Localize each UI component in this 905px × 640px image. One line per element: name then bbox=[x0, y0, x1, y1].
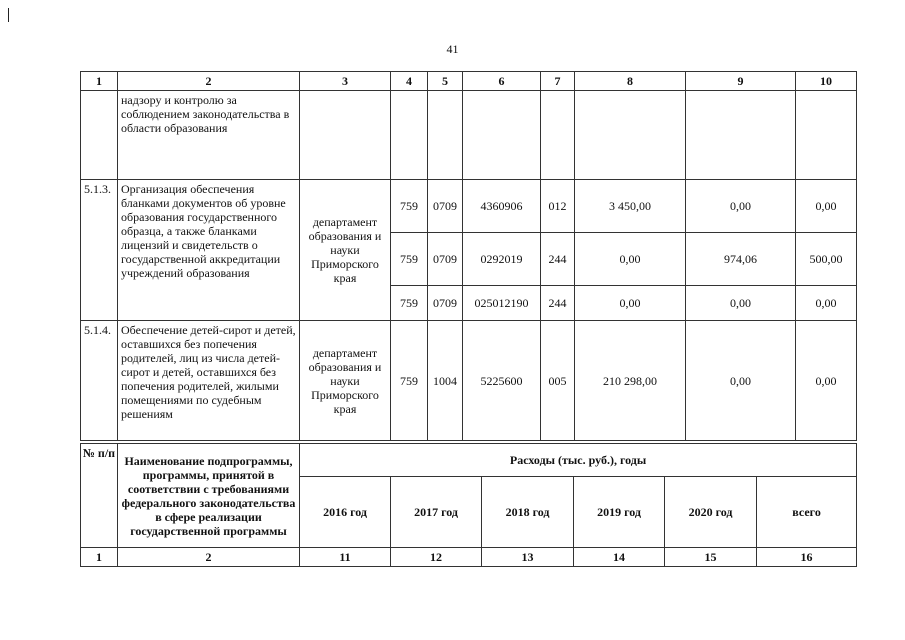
amount-cell: 974,06 bbox=[686, 233, 796, 286]
amount-cell: 0,00 bbox=[796, 180, 857, 233]
amount-cell: 500,00 bbox=[796, 233, 857, 286]
department-cell: департамент образования и науки Приморского края bbox=[300, 321, 391, 441]
table-row bbox=[81, 321, 857, 441]
amount-cell: 210 298,00 bbox=[575, 321, 686, 441]
row-number-cell: 5.1.3. bbox=[81, 180, 118, 321]
amount-cell: 0,00 bbox=[575, 286, 686, 321]
code-cell: 0292019 bbox=[463, 233, 541, 286]
code-cell: 759 bbox=[391, 286, 428, 321]
row-name-cell: надзору и контролю за соблюдением законодательства в области образования bbox=[118, 91, 300, 180]
header-cell: 4 bbox=[391, 72, 428, 91]
empty-cell bbox=[796, 91, 857, 180]
code-cell: 244 bbox=[541, 233, 575, 286]
table-row bbox=[81, 91, 857, 180]
year-header-cell: 2018 год bbox=[482, 477, 574, 548]
amount-cell: 0,00 bbox=[686, 321, 796, 441]
group-header-row bbox=[81, 444, 857, 477]
code-cell: 012 bbox=[541, 180, 575, 233]
row-number-cell bbox=[81, 91, 118, 180]
header-cell: 16 bbox=[757, 548, 857, 567]
year-header-cell: 2017 год bbox=[391, 477, 482, 548]
header-cell: 1 bbox=[81, 548, 118, 567]
empty-cell bbox=[300, 91, 391, 180]
column-number-row bbox=[81, 72, 857, 91]
column-number-row bbox=[81, 548, 857, 567]
empty-cell bbox=[686, 91, 796, 180]
year-header-cell: 2016 год bbox=[300, 477, 391, 548]
amount-cell: 3 450,00 bbox=[575, 180, 686, 233]
amount-cell: 0,00 bbox=[686, 180, 796, 233]
amount-cell: 0,00 bbox=[575, 233, 686, 286]
header-cell: 2 bbox=[118, 72, 300, 91]
code-cell: 025012190 bbox=[463, 286, 541, 321]
year-header-cell: 2019 год bbox=[574, 477, 665, 548]
code-cell: 5225600 bbox=[463, 321, 541, 441]
header-cell: 9 bbox=[686, 72, 796, 91]
header-cell: 7 bbox=[541, 72, 575, 91]
code-cell: 244 bbox=[541, 286, 575, 321]
empty-cell bbox=[428, 91, 463, 180]
amount-cell: 0,00 bbox=[796, 321, 857, 441]
table-row bbox=[81, 180, 857, 233]
program-name-header-cell: Наименование подпрограммы, программы, принятой в соответствии с требованиями федерального законодательства в сфере реализации государственной программы bbox=[118, 444, 300, 548]
empty-cell bbox=[391, 91, 428, 180]
code-cell: 4360906 bbox=[463, 180, 541, 233]
header-cell: 5 bbox=[428, 72, 463, 91]
header-cell: 2 bbox=[118, 548, 300, 567]
code-cell: 005 bbox=[541, 321, 575, 441]
index-header-cell: № п/п bbox=[81, 444, 118, 548]
expenses-group-header: Расходы (тыс. руб.), годы bbox=[300, 444, 857, 477]
year-header-cell: 2020 год bbox=[665, 477, 757, 548]
expenses-header-table bbox=[80, 443, 857, 567]
header-cell: 15 bbox=[665, 548, 757, 567]
page-number: 41 bbox=[446, 42, 459, 56]
row-number-cell: 5.1.4. bbox=[81, 321, 118, 441]
amount-cell: 0,00 bbox=[686, 286, 796, 321]
code-cell: 0709 bbox=[428, 180, 463, 233]
code-cell: 0709 bbox=[428, 233, 463, 286]
budget-table bbox=[80, 71, 857, 441]
empty-cell bbox=[463, 91, 541, 180]
header-cell: 14 bbox=[574, 548, 665, 567]
header-cell: 6 bbox=[463, 72, 541, 91]
empty-cell bbox=[541, 91, 575, 180]
code-cell: 759 bbox=[391, 180, 428, 233]
code-cell: 1004 bbox=[428, 321, 463, 441]
header-cell: 11 bbox=[300, 548, 391, 567]
header-cell: 3 bbox=[300, 72, 391, 91]
header-cell: 12 bbox=[391, 548, 482, 567]
header-cell: 10 bbox=[796, 72, 857, 91]
total-header-cell: всего bbox=[757, 477, 857, 548]
row-name-cell: Обеспечение детей-сирот и детей, оставшихся без попечения родителей, лиц из числа детей-сирот и детей, оставшихся без попечения родителей, жилыми помещениями по судебным решениям bbox=[118, 321, 300, 441]
text-cursor bbox=[8, 8, 9, 22]
department-cell: департамент образования и науки Приморского края bbox=[300, 180, 391, 321]
header-cell: 1 bbox=[81, 72, 118, 91]
header-cell: 13 bbox=[482, 548, 574, 567]
code-cell: 759 bbox=[391, 233, 428, 286]
amount-cell: 0,00 bbox=[796, 286, 857, 321]
empty-cell bbox=[575, 91, 686, 180]
code-cell: 759 bbox=[391, 321, 428, 441]
code-cell: 0709 bbox=[428, 286, 463, 321]
row-name-cell: Организация обеспечения бланками документов об уровне образования государственного образца, а также бланками лицензий и свидетельств о государственной аккредитации учреждений образования bbox=[118, 180, 300, 321]
header-cell: 8 bbox=[575, 72, 686, 91]
